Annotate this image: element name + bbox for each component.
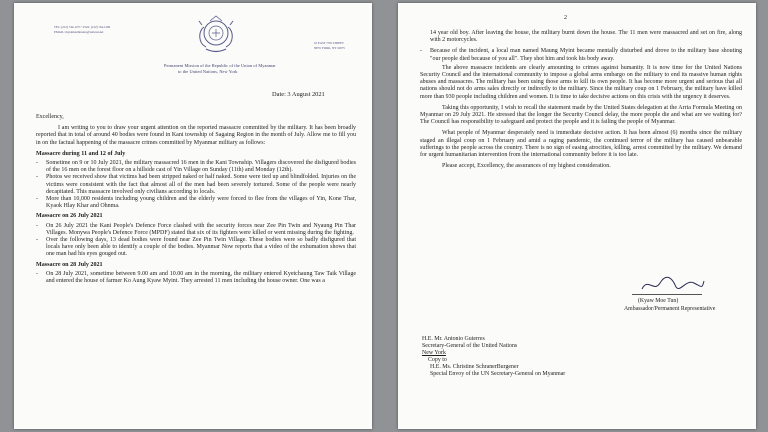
letter-page-2 — [398, 3, 756, 429]
letter-page-1 — [14, 3, 372, 429]
letter-body-page1 — [36, 114, 356, 287]
section2-list — [36, 223, 356, 259]
addressee-title: Secretary-General of the United Nations — [422, 343, 518, 349]
list-item: - Because of the incident, a local man named Maung Myint became mentally disturbed and drove to the military base shouting "our people died because of you all". They shot him and took his body away. — [420, 48, 742, 62]
copy-to-label: Copy to — [428, 357, 447, 363]
section-heading-massacre-july-11-12: Massacre during 11 and 12 of July — [36, 150, 126, 157]
mission-name-line2: to the United Nations, New York — [178, 69, 238, 74]
salutation: Excellency, — [36, 114, 64, 120]
state-seal-icon — [194, 13, 238, 57]
addressee-block — [422, 336, 565, 378]
paragraph-us-statement: Taking this opportunity, I wish to recall the statement made by the United States delegation at the Arria Formula Meeting on Myanmar on 29 July 2021. He stressed that the longer the Security Council delay, the more people die and what are we waiting for? The Council has responsibility to safeguard and protect the people and it is failing the people of Myanmar. — [420, 104, 742, 126]
list-item: - Sometime on 9 or 10 July 2021, the military massacred 16 men in the Kani Township. Villagers discovered the disfigured bodies of the 16 men on the forest floor on a hillside cast of Yin Village on Sunday (11th) and Monday (12th). — [36, 160, 356, 174]
paragraph-crimes-against-humanity: The above massacre incidents are clearly amounting to crimes against humanity. It is now time for the United Nations Security Council and the international community to impose a global arms embargo on the military to end its massive human rights abuses and massacres. The military has been using those arms to kill its own people. It has become more urgent and serious that all nations should not do arms sales directly or indirectly to the military. Since the military coup on 1 February, the military have killed more than 930 people including children and women. It is time to take decisive actions on this crisis with the urgency it deserves. — [420, 64, 742, 100]
paragraph-urgent-action: What people of Myanmar desperately need is immediate decisive action. It has been almost (6) months since the military staged an illegal coup on 1 February and amid a raging pandemic, the continued terror of the military has caused unbearable sufferings to the people across the country. There is no sign of easing atrocities, killing, arrest committed by the military. We demand for urgent humanitarian intervention from the international community before it is too late. — [420, 130, 742, 159]
list-item: - Over the following days, 13 dead bodies were found near Zee Pin Twin Village. These bodies were so badly disfigured that locals have only been able to identify a couple of the bodies. Myanmar Now reports that a video of the exhumation shows that one man had his eyes gouged out. — [36, 237, 356, 259]
page-number: 2 — [564, 15, 567, 21]
section3-list — [36, 271, 356, 285]
signer-name: (Kyaw Moe Tun) — [638, 298, 679, 304]
letter-date: Date: 3 August 2021 — [272, 91, 325, 98]
cc-title: Special Envoy of the UN Secretary-General on Myanmar — [430, 371, 566, 377]
signer-title: Ambassador/Permanent Representative — [624, 306, 716, 312]
addressee-city: New York — [422, 350, 446, 356]
page2-list — [420, 48, 742, 62]
closing-line: Please accept, Excellency, the assurances of my highest consideration. — [442, 163, 611, 170]
intro-paragraph: I am writing to you to draw your urgent attention on the reported massacre committed by the military. It has been broadly reported that in total of around 40 bodies were found in Kani township of Sagaing Region in the month of July. Allow me to fill you in on the factual happening of the massacre crimes committed by Myanmar military as follows: — [36, 125, 356, 146]
list-item: - On 28 July 2021, sometime between 9.00 am and 10.00 am in the morning, the military entered Kyetchaung Taw Taik Village and entered the house of farmer Ko Aung Kyaw Myint. They arrested 11 men including the house owner. One was a — [36, 271, 356, 285]
mission-name-line1: Permanent Mission of the Republic of the Union of Myanmar — [164, 63, 276, 68]
letterhead-address-line1: 10 EAST 77th STREET — [314, 41, 344, 45]
letterhead-address-line2: NEW YORK, NY 10075 — [314, 46, 345, 50]
letter-body-page2 — [420, 30, 742, 174]
list-item: - On 26 July 2021 the Kani People's Defence Force clashed with the security forces near Zee Pin Twin and Nyaung Pin Thar Villages. Monywa People's Defence Force (MPDF) stated that six of its fighters were killed or went missing during the fighting. — [36, 223, 356, 237]
list-item: - Photos we received show that victims had been stripped naked or half naked. Some were tied up and blindfolded. Injuries on the victims were consistent with the fact that almost all of the men had been severely tortured. Some of the people were nearly decapitated. This massacre involved only civilians according to locals. — [36, 174, 356, 196]
section-heading-massacre-july-28: Massacre on 28 July 2021 — [36, 261, 103, 268]
cc-name: H.E. Ms. Christine SchranerBurgener — [430, 364, 519, 370]
letterhead-tel-fax: TEL: (212) 744-1271 • FAX: (212) 744-1290 — [54, 25, 111, 29]
letterhead-email: EMAIL: myanmarmission@verizon.net — [54, 30, 104, 34]
signature-icon — [638, 273, 708, 295]
continuation-text: 14 year old boy. After leaving the house, the military burnt down the house. The 11 men were massacred and set on fire, along with 2 motorcycles. — [430, 30, 742, 44]
addressee-name: H.E. Mr. Antonio Guterres — [422, 336, 485, 342]
section-heading-massacre-july-26: Massacre on 26 July 2021 — [36, 213, 103, 220]
section1-list — [36, 160, 356, 210]
list-item: - More than 10,000 residents including young children and the elderly were forced to flee from the villages of Yin, Kone Thar, Kyaok Hlay Khar and Ohnma. — [36, 196, 356, 210]
signature-line — [632, 294, 702, 295]
